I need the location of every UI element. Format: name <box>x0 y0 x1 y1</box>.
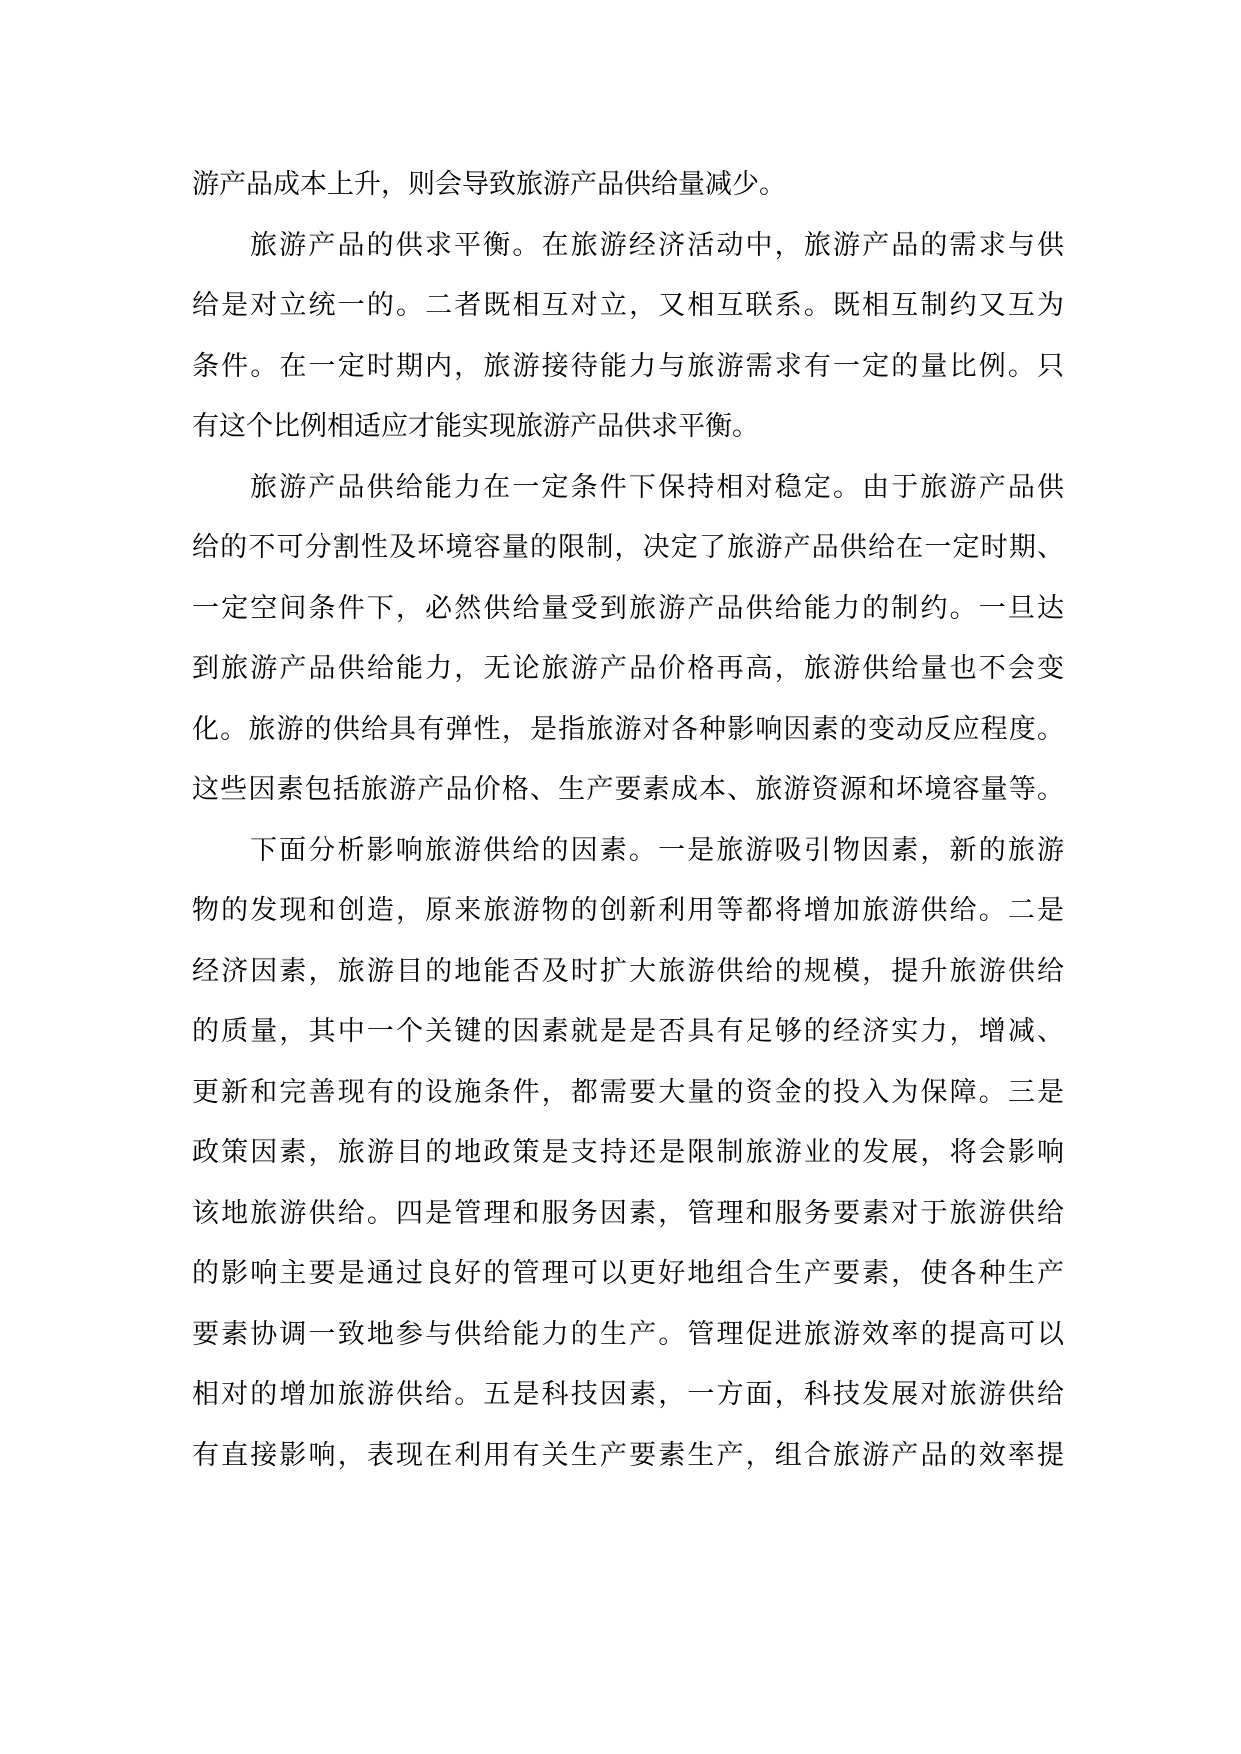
text-line: 更新和完善现有的设施条件，都需要大量的资金的投入为保障。三是 <box>192 1076 1064 1108</box>
text-line: 游产品成本上升，则会导致旅游产品供给量减少。 <box>192 169 786 200</box>
paragraph-first-line: 旅游产品供给能力在一定条件下保持相对稳定。由于旅游产品供 <box>250 471 1064 503</box>
body-text <box>192 155 1064 1486</box>
text-line: 的质量，其中一个关键的因素就是是否具有足够的经济实力，增减、 <box>192 1016 1064 1047</box>
text-line: 相对的增加旅游供给。五是科技因素，一方面，科技发展对旅游供给 <box>192 1379 1064 1410</box>
text-line: 物的发现和创造，原来旅游物的创新利用等都将增加旅游供给。二是 <box>192 895 1064 926</box>
text-line: 的影响主要是通过良好的管理可以更好地组合生产要素，使各种生产 <box>192 1258 1064 1289</box>
text-line: 有这个比例相适应才能实现旅游产品供求平衡。 <box>192 411 759 442</box>
text-line: 有直接影响，表现在利用有关生产要素生产，组合旅游产品的效率提 <box>192 1439 1064 1471</box>
text-line: 政策因素，旅游目的地政策是支持还是限制旅游业的发展，将会影响 <box>192 1137 1064 1168</box>
text-line: 给的不可分割性及坏境容量的限制，决定了旅游产品供给在一定时期、 <box>192 532 1064 563</box>
paragraph-first-line: 下面分析影响旅游供给的因素。一是旅游吸引物因素，新的旅游 <box>250 834 1064 866</box>
text-line: 到旅游产品供给能力，无论旅游产品价格再高，旅游供给量也不会变 <box>192 653 1064 684</box>
text-line: 一定空间条件下，必然供给量受到旅游产品供给能力的制约。一旦达 <box>192 592 1064 624</box>
text-line: 要素协调一致地参与供给能力的生产。管理促进旅游效率的提高可以 <box>192 1318 1064 1350</box>
text-line: 该地旅游供给。四是管理和服务因素，管理和服务要素对于旅游供给 <box>192 1197 1064 1229</box>
text-line: 这些因素包括旅游产品价格、生产要素成本、旅游资源和坏境容量等。 <box>192 774 1064 805</box>
paragraph-first-line: 旅游产品的供求平衡。在旅游经济活动中，旅游产品的需求与供 <box>250 229 1064 261</box>
text-line: 给是对立统一的。二者既相互对立，又相互联系。既相互制约又互为 <box>192 290 1064 321</box>
text-line: 化。旅游的供给具有弹性，是指旅游对各种影响因素的变动反应程度。 <box>192 713 1064 745</box>
text-line: 经济因素，旅游目的地能否及时扩大旅游供给的规模，提升旅游供给 <box>192 955 1064 987</box>
text-line: 条件。在一定时期内，旅游接待能力与旅游需求有一定的量比例。只 <box>192 350 1064 382</box>
